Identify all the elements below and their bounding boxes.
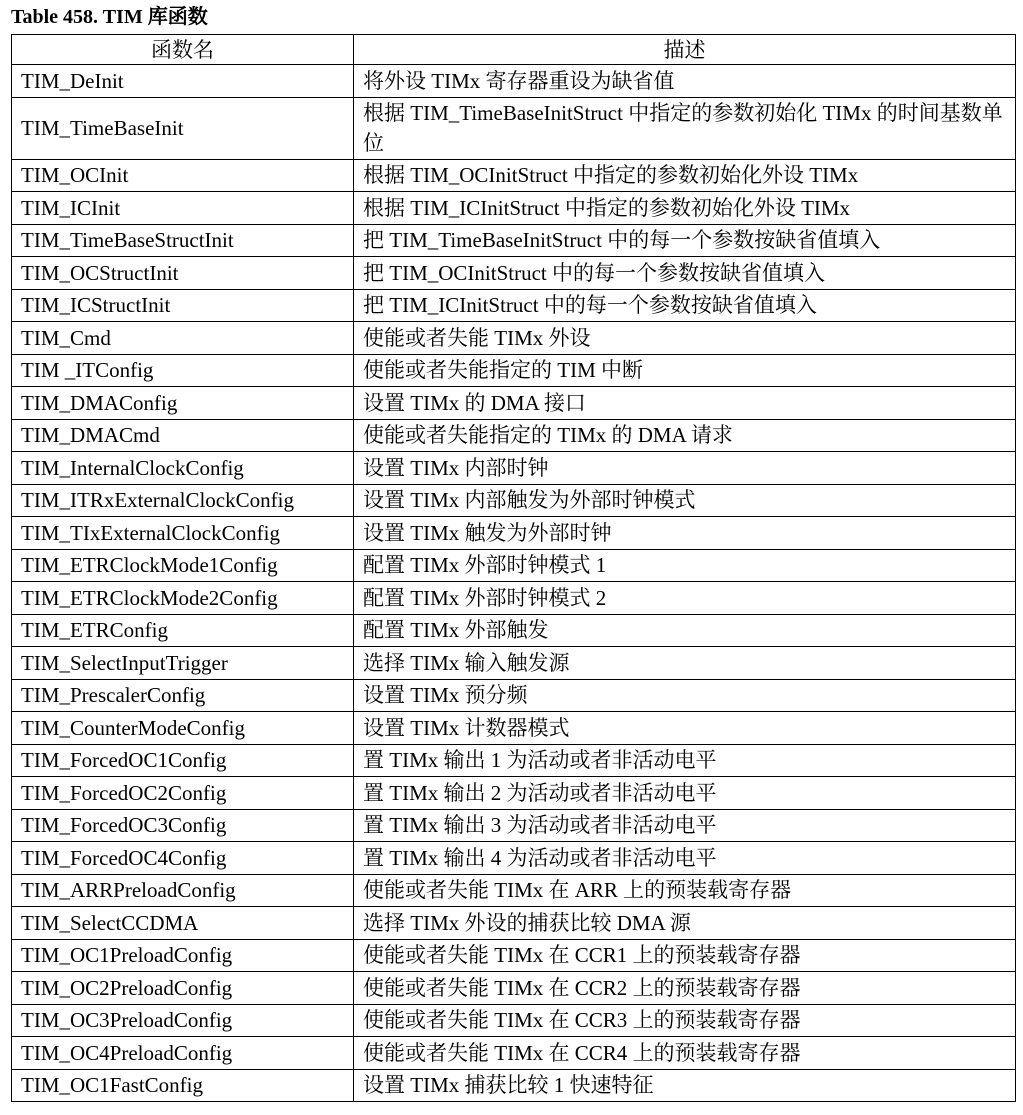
- function-name-cell: TIM_ITRxExternalClockConfig: [12, 484, 354, 517]
- function-name-cell: TIM_ForcedOC1Config: [12, 744, 354, 777]
- table-row: [12, 1069, 1016, 1102]
- description-cell: 使能或者失能 TIMx 在 CCR4 上的预装载寄存器: [354, 1037, 1016, 1070]
- function-name-cell: TIM_Cmd: [12, 322, 354, 355]
- table-row: [12, 289, 1016, 322]
- description-cell: 根据 TIM_ICInitStruct 中指定的参数初始化外设 TIMx: [354, 192, 1016, 225]
- description-cell: 选择 TIMx 输入触发源: [354, 647, 1016, 680]
- description-cell: 设置 TIMx 触发为外部时钟: [354, 517, 1016, 550]
- function-name-cell: TIM_ETRConfig: [12, 614, 354, 647]
- function-name-cell: TIM_DMAConfig: [12, 387, 354, 420]
- table-row: [12, 387, 1016, 420]
- table-row: [12, 192, 1016, 225]
- function-name-cell: TIM_InternalClockConfig: [12, 452, 354, 485]
- description-cell: 配置 TIMx 外部时钟模式 1: [354, 549, 1016, 582]
- table-row: [12, 354, 1016, 387]
- table-row: [12, 452, 1016, 485]
- description-cell: 设置 TIMx 计数器模式: [354, 712, 1016, 745]
- table-row: [12, 809, 1016, 842]
- table-row: [12, 614, 1016, 647]
- table-row: [12, 65, 1016, 98]
- function-name-cell: TIM_ETRClockMode2Config: [12, 582, 354, 615]
- table-row: [12, 1004, 1016, 1037]
- description-cell: 使能或者失能 TIMx 在 CCR2 上的预装载寄存器: [354, 972, 1016, 1005]
- table-row: [12, 972, 1016, 1005]
- function-name-cell: TIM_TimeBaseStructInit: [12, 224, 354, 257]
- table-row: [12, 549, 1016, 582]
- table-row: [12, 907, 1016, 940]
- description-cell: 使能或者失能 TIMx 在 CCR1 上的预装载寄存器: [354, 939, 1016, 972]
- table-row: [12, 159, 1016, 192]
- function-name-cell: TIM_ARRPreloadConfig: [12, 874, 354, 907]
- description-cell: 根据 TIM_TimeBaseInitStruct 中指定的参数初始化 TIMx 的时间基数单位: [354, 97, 1016, 159]
- description-cell: 设置 TIMx 内部触发为外部时钟模式: [354, 484, 1016, 517]
- function-name-cell: TIM_OC3PreloadConfig: [12, 1004, 354, 1037]
- description-cell: 置 TIMx 输出 1 为活动或者非活动电平: [354, 744, 1016, 777]
- description-cell: 使能或者失能指定的 TIM 中断: [354, 354, 1016, 387]
- function-name-cell: TIM _ITConfig: [12, 354, 354, 387]
- description-cell: 配置 TIMx 外部触发: [354, 614, 1016, 647]
- function-name-cell: TIM_SelectCCDMA: [12, 907, 354, 940]
- function-name-cell: TIM_TIxExternalClockConfig: [12, 517, 354, 550]
- table-row: [12, 582, 1016, 615]
- table-row: [12, 842, 1016, 875]
- table-row: [12, 874, 1016, 907]
- table-body: [12, 65, 1016, 1102]
- table-row: [12, 939, 1016, 972]
- description-cell: 根据 TIM_OCInitStruct 中指定的参数初始化外设 TIMx: [354, 159, 1016, 192]
- function-name-cell: TIM_CounterModeConfig: [12, 712, 354, 745]
- function-name-cell: TIM_OCInit: [12, 159, 354, 192]
- function-name-cell: TIM_OC1PreloadConfig: [12, 939, 354, 972]
- function-name-cell: TIM_ForcedOC4Config: [12, 842, 354, 875]
- function-name-cell: TIM_OC4PreloadConfig: [12, 1037, 354, 1070]
- table-row: [12, 679, 1016, 712]
- description-cell: 设置 TIMx 预分频: [354, 679, 1016, 712]
- description-cell: 使能或者失能 TIMx 外设: [354, 322, 1016, 355]
- description-cell: 设置 TIMx 内部时钟: [354, 452, 1016, 485]
- description-cell: 置 TIMx 输出 3 为活动或者非活动电平: [354, 809, 1016, 842]
- column-header-function-name: 函数名: [12, 35, 354, 65]
- table-row: [12, 647, 1016, 680]
- table-row: [12, 484, 1016, 517]
- function-name-cell: TIM_TimeBaseInit: [12, 97, 354, 159]
- table-row: [12, 777, 1016, 810]
- description-cell: 置 TIMx 输出 2 为活动或者非活动电平: [354, 777, 1016, 810]
- description-cell: 把 TIM_TimeBaseInitStruct 中的每一个参数按缺省值填入: [354, 224, 1016, 257]
- description-cell: 使能或者失能指定的 TIMx 的 DMA 请求: [354, 419, 1016, 452]
- table-row: [12, 97, 1016, 159]
- description-cell: 选择 TIMx 外设的捕获比较 DMA 源: [354, 907, 1016, 940]
- function-name-cell: TIM_OCStructInit: [12, 257, 354, 290]
- description-cell: 使能或者失能 TIMx 在 CCR3 上的预装载寄存器: [354, 1004, 1016, 1037]
- function-table: [11, 34, 1016, 1102]
- table-row: [12, 1037, 1016, 1070]
- description-cell: 把 TIM_ICInitStruct 中的每一个参数按缺省值填入: [354, 289, 1016, 322]
- table-row: [12, 712, 1016, 745]
- table-caption: Table 458. TIM 库函数: [11, 6, 208, 28]
- function-name-cell: TIM_DeInit: [12, 65, 354, 98]
- table-row: [12, 419, 1016, 452]
- function-name-cell: TIM_SelectInputTrigger: [12, 647, 354, 680]
- table-row: [12, 224, 1016, 257]
- function-name-cell: TIM_OC1FastConfig: [12, 1069, 354, 1102]
- function-name-cell: TIM_DMACmd: [12, 419, 354, 452]
- function-name-cell: TIM_ICStructInit: [12, 289, 354, 322]
- table-row: [12, 744, 1016, 777]
- table-row: [12, 517, 1016, 550]
- function-name-cell: TIM_PrescalerConfig: [12, 679, 354, 712]
- description-cell: 置 TIMx 输出 4 为活动或者非活动电平: [354, 842, 1016, 875]
- function-name-cell: TIM_ForcedOC3Config: [12, 809, 354, 842]
- function-name-cell: TIM_ICInit: [12, 192, 354, 225]
- table-row: [12, 257, 1016, 290]
- description-cell: 设置 TIMx 的 DMA 接口: [354, 387, 1016, 420]
- function-name-cell: TIM_OC2PreloadConfig: [12, 972, 354, 1005]
- function-name-cell: TIM_ForcedOC2Config: [12, 777, 354, 810]
- table-row: [12, 322, 1016, 355]
- column-header-description: 描述: [354, 35, 1016, 65]
- function-name-cell: TIM_ETRClockMode1Config: [12, 549, 354, 582]
- description-cell: 配置 TIMx 外部时钟模式 2: [354, 582, 1016, 615]
- description-cell: 将外设 TIMx 寄存器重设为缺省值: [354, 65, 1016, 98]
- description-cell: 使能或者失能 TIMx 在 ARR 上的预装载寄存器: [354, 874, 1016, 907]
- description-cell: 把 TIM_OCInitStruct 中的每一个参数按缺省值填入: [354, 257, 1016, 290]
- description-cell: 设置 TIMx 捕获比较 1 快速特征: [354, 1069, 1016, 1102]
- table-header-row: [12, 35, 1016, 65]
